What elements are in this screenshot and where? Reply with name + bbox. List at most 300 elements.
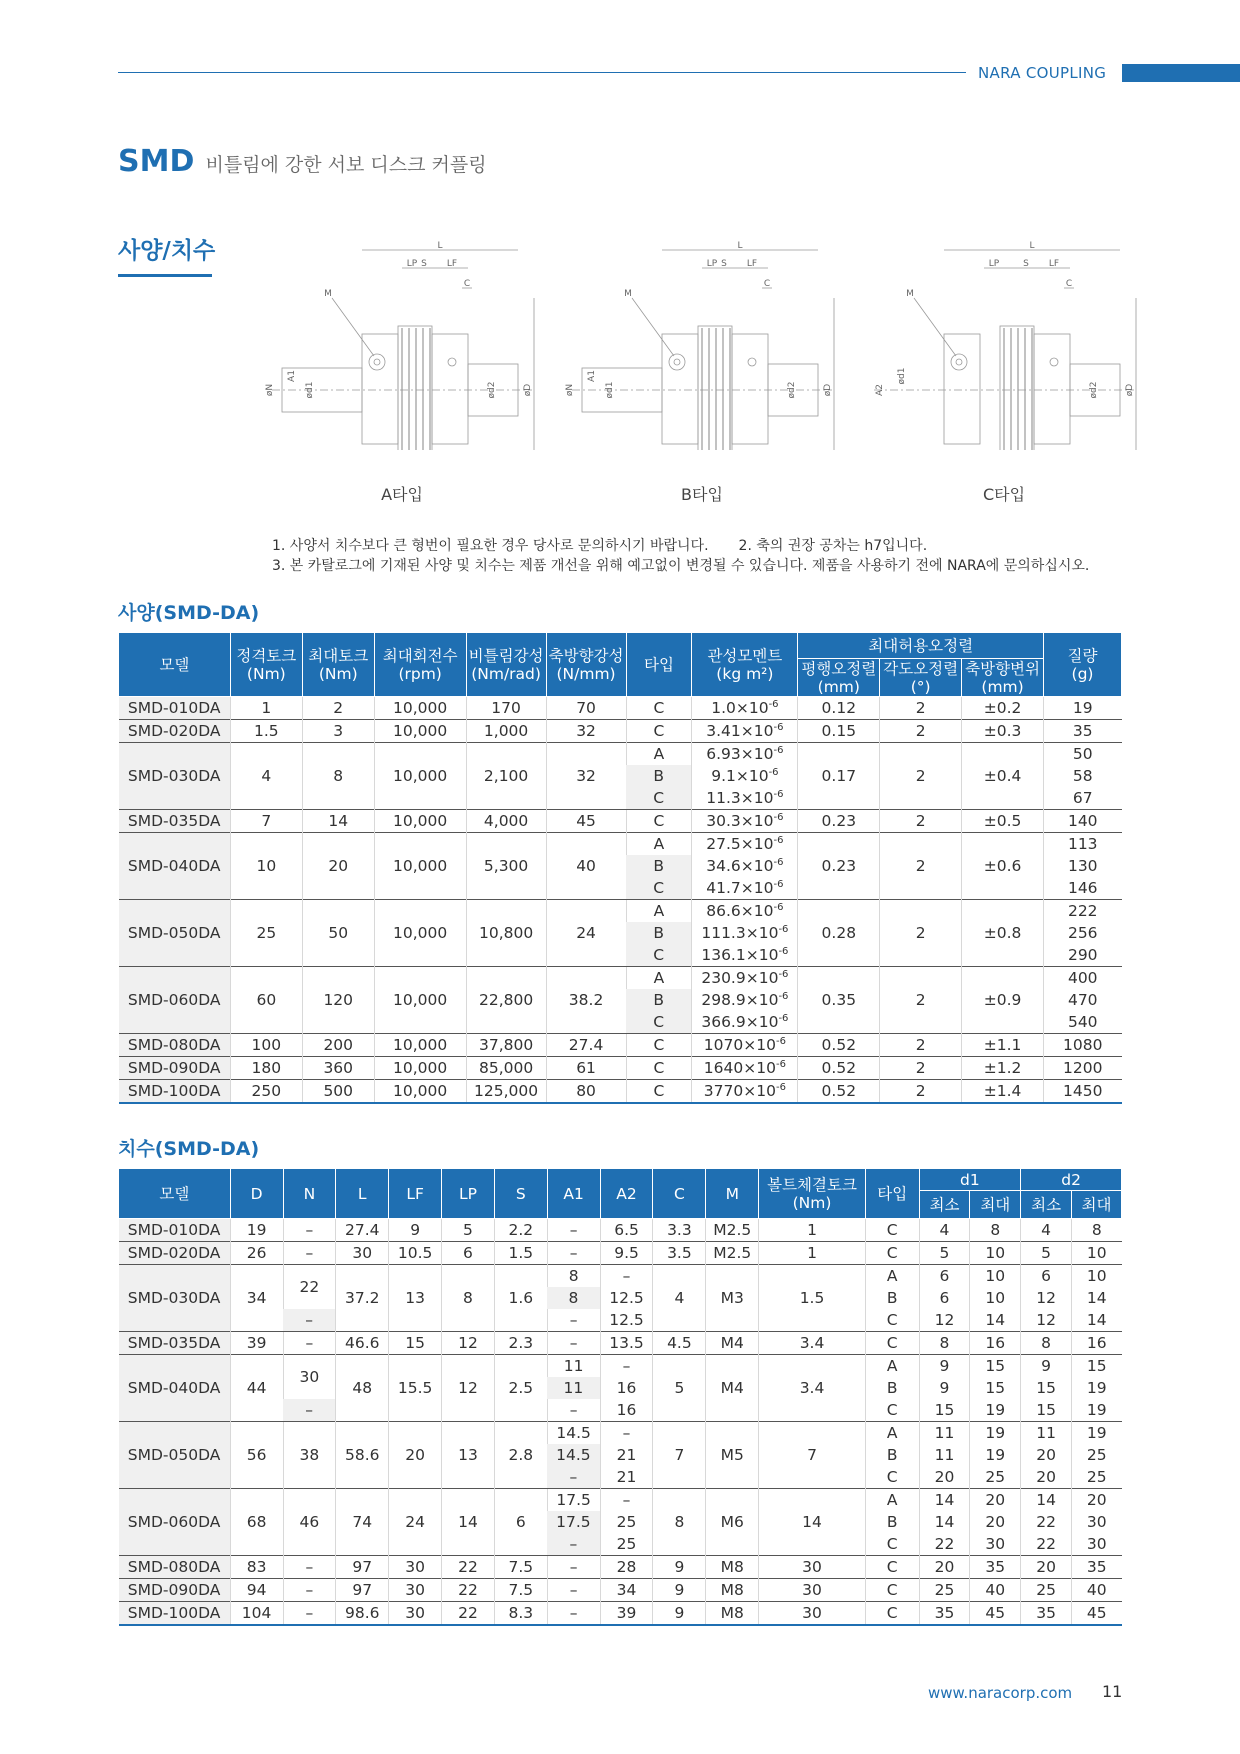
cell-axial-displacement: ±1.4 xyxy=(962,1080,1044,1104)
cell-bolt-torque: 1 xyxy=(759,1219,866,1242)
cell-model: SMD-050DA xyxy=(119,900,231,967)
cell-mass: 470 xyxy=(1044,989,1122,1011)
cell-type: B xyxy=(626,765,692,787)
page-number: 11 xyxy=(1102,1682,1123,1701)
cell-model: SMD-080DA xyxy=(119,1556,231,1579)
cell-C: 4.5 xyxy=(653,1332,706,1355)
spec-header-max-torque: 최대토크 (Nm) xyxy=(302,633,374,697)
dims-header-d1: d1 xyxy=(919,1169,1021,1191)
cell-model: SMD-060DA xyxy=(119,1489,231,1556)
cell-D: 26 xyxy=(230,1242,283,1265)
cell-mass: 67 xyxy=(1044,787,1122,810)
cell-mass: 1080 xyxy=(1044,1034,1122,1057)
cell-LP: 22 xyxy=(442,1556,495,1579)
cell-A2: 25 xyxy=(600,1533,653,1556)
cell-mass: 146 xyxy=(1044,877,1122,900)
cell-A2: – xyxy=(600,1265,653,1288)
dims-header-M: M xyxy=(706,1169,759,1219)
cell-d1-min: 25 xyxy=(919,1579,970,1602)
cell-model: SMD-035DA xyxy=(119,1332,231,1355)
cell-A2: – xyxy=(600,1355,653,1378)
cell-d2-min: 22 xyxy=(1021,1533,1072,1556)
cell-inertia: $298.9\times 10^{-6}$ xyxy=(692,989,798,1011)
cell-d1-min: 15 xyxy=(919,1399,970,1422)
cell-model: SMD-050DA xyxy=(119,1422,231,1489)
cell-max-speed: 10,000 xyxy=(374,1034,466,1057)
cell-M: M4 xyxy=(706,1355,759,1422)
dims-header-d2-min: 최소 xyxy=(1021,1191,1072,1219)
dim-M: M xyxy=(324,289,332,299)
cell-d1-max: 10 xyxy=(970,1242,1021,1265)
cell-torsional-stiffness: 37,800 xyxy=(466,1034,546,1057)
cell-d1-max: 40 xyxy=(970,1579,1021,1602)
dims-row xyxy=(119,1265,1122,1288)
cell-rated-torque: 4 xyxy=(230,743,302,810)
cell-model: SMD-100DA xyxy=(119,1080,231,1104)
footer-url[interactable]: www.naracorp.com xyxy=(928,1684,1073,1702)
cell-A1: 17.5 xyxy=(547,1511,600,1533)
dims-header-LF: LF xyxy=(389,1169,442,1219)
drawing-A타입 xyxy=(262,238,542,450)
dim-d1: ød1 xyxy=(305,381,315,399)
cell-axial-displacement: ±0.2 xyxy=(962,697,1044,720)
cell-axial-displacement: ±1.1 xyxy=(962,1034,1044,1057)
cell-type: C xyxy=(626,944,692,967)
cell-bolt-torque: 30 xyxy=(759,1602,866,1626)
cell-d1-min: 20 xyxy=(919,1466,970,1489)
cell-rated-torque: 7 xyxy=(230,810,302,833)
dims-row xyxy=(119,1355,1122,1378)
header-brand: NARA COUPLING xyxy=(978,64,1107,82)
cell-A1: – xyxy=(547,1579,600,1602)
cell-bolt-torque: 1 xyxy=(759,1242,866,1265)
cell-d2-min: 14 xyxy=(1021,1489,1072,1512)
cell-d1-min: 22 xyxy=(919,1533,970,1556)
cell-d2-min: 6 xyxy=(1021,1265,1072,1288)
dim-L: L xyxy=(1029,241,1035,251)
cell-N: – xyxy=(283,1579,336,1602)
dim-LF: LF xyxy=(1048,259,1060,269)
cell-M: M8 xyxy=(706,1579,759,1602)
dims-row xyxy=(119,1556,1122,1579)
dims-row xyxy=(119,1489,1122,1512)
cell-S: 1.6 xyxy=(494,1265,547,1332)
cell-inertia: $136.1\times 10^{-6}$ xyxy=(692,944,798,967)
cell-inertia: $9.1\times 10^{-6}$ xyxy=(692,765,798,787)
cell-angular: 2 xyxy=(880,1057,962,1080)
cell-A2: 6.5 xyxy=(600,1219,653,1242)
dim-d2: ød2 xyxy=(1089,381,1099,399)
cell-model: SMD-040DA xyxy=(119,833,231,900)
cell-M: M8 xyxy=(706,1602,759,1626)
title-subtitle: 비틀림에 강한 서보 디스크 커플링 xyxy=(205,154,487,176)
dims-header-d1-min: 최소 xyxy=(919,1191,970,1219)
cell-max-speed: 10,000 xyxy=(374,810,466,833)
cell-inertia: $111.3\times 10^{-6}$ xyxy=(692,922,798,944)
dims-row xyxy=(119,1219,1122,1242)
cell-d2-max: 8 xyxy=(1072,1219,1122,1242)
cell-LP: 12 xyxy=(442,1355,495,1422)
dim-C: C xyxy=(463,279,471,289)
cell-A1: – xyxy=(547,1466,600,1489)
cell-torsional-stiffness: 1,000 xyxy=(466,720,546,743)
spec-header-misalignment: 최대허용오정렬 xyxy=(798,633,1044,659)
cell-D: 94 xyxy=(230,1579,283,1602)
cell-angular: 2 xyxy=(880,720,962,743)
cell-A1: – xyxy=(547,1332,600,1355)
cell-d1-max: 15 xyxy=(970,1377,1021,1399)
cell-d2-max: 25 xyxy=(1072,1466,1122,1489)
cell-d1-min: 11 xyxy=(919,1444,970,1466)
cell-LF: 13 xyxy=(389,1265,442,1332)
drawing-C타입 xyxy=(864,238,1144,450)
cell-max-torque: 8 xyxy=(302,743,374,810)
cell-d1-min: 14 xyxy=(919,1489,970,1512)
cell-LF: 15 xyxy=(389,1332,442,1355)
cell-N: – xyxy=(283,1556,336,1579)
cell-model: SMD-035DA xyxy=(119,810,231,833)
dim-LF: LF xyxy=(746,259,758,269)
cell-LP: 12 xyxy=(442,1332,495,1355)
spec-row xyxy=(119,810,1122,833)
cell-d2-min: 20 xyxy=(1021,1444,1072,1466)
dim-C: C xyxy=(1065,279,1073,289)
cell-type: C xyxy=(865,1579,919,1602)
cell-type: B xyxy=(865,1511,919,1533)
cell-max-torque: 500 xyxy=(302,1080,374,1104)
cell-S: 7.5 xyxy=(494,1579,547,1602)
dim-M: M xyxy=(624,289,632,299)
cell-max-torque: 20 xyxy=(302,833,374,900)
dim-LF: LF xyxy=(446,259,458,269)
spec-table xyxy=(118,632,1122,1104)
cell-mass: 35 xyxy=(1044,720,1122,743)
cell-rated-torque: 60 xyxy=(230,967,302,1034)
cell-M: M5 xyxy=(706,1422,759,1489)
cell-A1: 14.5 xyxy=(547,1422,600,1445)
cell-LF: 15.5 xyxy=(389,1355,442,1422)
cell-type: A xyxy=(865,1422,919,1445)
cell-d2-min: 20 xyxy=(1021,1556,1072,1579)
spec-header-type: 타입 xyxy=(626,633,692,697)
dim-d2: ød2 xyxy=(487,381,497,399)
spec-row xyxy=(119,833,1122,856)
cell-model: SMD-060DA xyxy=(119,967,231,1034)
dim-LP: LP xyxy=(406,259,418,269)
cell-type: C xyxy=(865,1602,919,1626)
dim-S: S xyxy=(421,259,427,269)
cell-torsional-stiffness: 10,800 xyxy=(466,900,546,967)
cell-type: C xyxy=(626,1057,692,1080)
cell-torsional-stiffness: 125,000 xyxy=(466,1080,546,1104)
dims-header-D: D xyxy=(230,1169,283,1219)
dim-d1: ød1 xyxy=(605,381,615,399)
cell-M: M8 xyxy=(706,1556,759,1579)
cell-angular: 2 xyxy=(880,1080,962,1104)
cell-rated-torque: 250 xyxy=(230,1080,302,1104)
cell-parallel: 0.52 xyxy=(798,1080,880,1104)
drawing-label: C타입 xyxy=(982,485,1026,504)
cell-max-torque: 120 xyxy=(302,967,374,1034)
cell-A2: 16 xyxy=(600,1399,653,1422)
dims-row xyxy=(119,1579,1122,1602)
cell-inertia: $230.9\times 10^{-6}$ xyxy=(692,967,798,990)
cell-LP: 13 xyxy=(442,1422,495,1489)
cell-d1-max: 45 xyxy=(970,1602,1021,1626)
cell-d2-min: 5 xyxy=(1021,1242,1072,1265)
cell-L: 37.2 xyxy=(336,1265,389,1332)
cell-d1-min: 12 xyxy=(919,1309,970,1332)
dim-S: S xyxy=(721,259,727,269)
cell-A2: 21 xyxy=(600,1466,653,1489)
spec-header-rated-torque: 정격토크 (Nm) xyxy=(230,633,302,697)
cell-N: – xyxy=(283,1399,336,1422)
cell-S: 2.5 xyxy=(494,1355,547,1422)
cell-d1-max: 25 xyxy=(970,1466,1021,1489)
cell-A1: – xyxy=(547,1533,600,1556)
dim-D: øD xyxy=(823,383,833,397)
section-title-drawings: 사양/치수 xyxy=(118,238,216,264)
cell-rated-torque: 1.5 xyxy=(230,720,302,743)
cell-LF: 30 xyxy=(389,1602,442,1626)
cell-d1-min: 8 xyxy=(919,1332,970,1355)
spec-row xyxy=(119,900,1122,923)
section-underline xyxy=(118,274,212,277)
spec-header-parallel: 평행오정렬 (mm) xyxy=(798,659,880,697)
spec-header-axial-displacement: 축방향변위 (mm) xyxy=(962,659,1044,697)
cell-rated-torque: 25 xyxy=(230,900,302,967)
cell-A1: 14.5 xyxy=(547,1444,600,1466)
cell-bolt-torque: 3.4 xyxy=(759,1332,866,1355)
cell-d2-min: 8 xyxy=(1021,1332,1072,1355)
cell-axial-stiffness: 32 xyxy=(546,720,626,743)
cell-mass: 400 xyxy=(1044,967,1122,990)
cell-C: 3.3 xyxy=(653,1219,706,1242)
cell-L: 58.6 xyxy=(336,1422,389,1489)
cell-D: 104 xyxy=(230,1602,283,1626)
cell-A2: 21 xyxy=(600,1444,653,1466)
cell-parallel: 0.12 xyxy=(798,697,880,720)
dim-C: C xyxy=(763,279,771,289)
cell-bolt-torque: 7 xyxy=(759,1422,866,1489)
cell-S: 2.3 xyxy=(494,1332,547,1355)
cell-LF: 24 xyxy=(389,1489,442,1556)
cell-d2-max: 35 xyxy=(1072,1556,1122,1579)
dim-A: A1 xyxy=(587,370,597,382)
drawing-B타입 xyxy=(562,238,842,450)
cell-axial-stiffness: 24 xyxy=(546,900,626,967)
cell-d2-max: 30 xyxy=(1072,1511,1122,1533)
cell-D: 19 xyxy=(230,1219,283,1242)
cell-C: 4 xyxy=(653,1265,706,1332)
cell-type: B xyxy=(865,1444,919,1466)
cell-d2-min: 15 xyxy=(1021,1399,1072,1422)
cell-A2: 16 xyxy=(600,1377,653,1399)
cell-S: 2.2 xyxy=(494,1219,547,1242)
cell-C: 7 xyxy=(653,1422,706,1489)
cell-D: 83 xyxy=(230,1556,283,1579)
cell-mass: 1200 xyxy=(1044,1057,1122,1080)
dim-L: L xyxy=(437,241,443,251)
cell-LP: 8 xyxy=(442,1265,495,1332)
cell-inertia: $1.0\times 10^{-6}$ xyxy=(692,697,798,720)
cell-M: M2.5 xyxy=(706,1242,759,1265)
dim-N: A2 xyxy=(875,384,885,396)
cell-type: A xyxy=(626,743,692,766)
cell-rated-torque: 180 xyxy=(230,1057,302,1080)
cell-d2-min: 22 xyxy=(1021,1511,1072,1533)
cell-A2: 12.5 xyxy=(600,1287,653,1309)
cell-d1-max: 30 xyxy=(970,1533,1021,1556)
cell-d1-min: 6 xyxy=(919,1287,970,1309)
cell-d1-min: 4 xyxy=(919,1219,970,1242)
cell-mass: 256 xyxy=(1044,922,1122,944)
cell-max-torque: 360 xyxy=(302,1057,374,1080)
cell-A1: – xyxy=(547,1556,600,1579)
cell-M: M3 xyxy=(706,1265,759,1332)
cell-model: SMD-090DA xyxy=(119,1057,231,1080)
dims-header-d2-max: 최대 xyxy=(1072,1191,1122,1219)
cell-type: A xyxy=(865,1265,919,1288)
cell-A2: – xyxy=(600,1489,653,1512)
cell-mass: 540 xyxy=(1044,1011,1122,1034)
cell-d2-min: 4 xyxy=(1021,1219,1072,1242)
cell-A1: 11 xyxy=(547,1355,600,1378)
spec-row xyxy=(119,743,1122,766)
dims-header-LP: LP xyxy=(442,1169,495,1219)
cell-inertia: $3.41\times 10^{-6}$ xyxy=(692,720,798,743)
cell-mass: 19 xyxy=(1044,697,1122,720)
cell-model: SMD-010DA xyxy=(119,1219,231,1242)
cell-max-speed: 10,000 xyxy=(374,833,466,900)
cell-bolt-torque: 1.5 xyxy=(759,1265,866,1332)
cell-model: SMD-020DA xyxy=(119,1242,231,1265)
cell-mass: 58 xyxy=(1044,765,1122,787)
cell-d1-max: 10 xyxy=(970,1287,1021,1309)
cell-max-torque: 14 xyxy=(302,810,374,833)
cell-torsional-stiffness: 22,800 xyxy=(466,967,546,1034)
cell-type: C xyxy=(865,1466,919,1489)
cell-C: 9 xyxy=(653,1602,706,1626)
spec-row xyxy=(119,697,1122,720)
cell-type: C xyxy=(626,720,692,743)
cell-max-speed: 10,000 xyxy=(374,1080,466,1104)
cell-d1-min: 9 xyxy=(919,1377,970,1399)
cell-axial-displacement: ±0.9 xyxy=(962,967,1044,1034)
title-model: SMD xyxy=(118,144,195,179)
cell-max-speed: 10,000 xyxy=(374,1057,466,1080)
dims-header-A2: A2 xyxy=(600,1169,653,1219)
cell-N: – xyxy=(283,1602,336,1626)
cell-rated-torque: 1 xyxy=(230,697,302,720)
cell-type: A xyxy=(865,1489,919,1512)
dim-d2: ød2 xyxy=(787,381,797,399)
cell-N: – xyxy=(283,1332,336,1355)
cell-d2-min: 35 xyxy=(1021,1602,1072,1626)
cell-L: 74 xyxy=(336,1489,389,1556)
cell-d1-min: 5 xyxy=(919,1242,970,1265)
cell-d2-min: 12 xyxy=(1021,1287,1072,1309)
cell-inertia: $1640\times 10^{-6}$ xyxy=(692,1057,798,1080)
cell-bolt-torque: 30 xyxy=(759,1556,866,1579)
cell-S: 8.3 xyxy=(494,1602,547,1626)
notes xyxy=(272,536,1089,576)
cell-d2-max: 10 xyxy=(1072,1265,1122,1288)
spec-header-angular: 각도오정렬 (°) xyxy=(880,659,962,697)
cell-model: SMD-020DA xyxy=(119,720,231,743)
dims-header-d2: d2 xyxy=(1021,1169,1122,1191)
header-accent-bar xyxy=(1122,64,1240,82)
cell-N: 46 xyxy=(283,1489,336,1556)
cell-M: M4 xyxy=(706,1332,759,1355)
cell-type: C xyxy=(865,1533,919,1556)
cell-N: – xyxy=(283,1219,336,1242)
cell-S: 1.5 xyxy=(494,1242,547,1265)
cell-D: 44 xyxy=(230,1355,283,1422)
cell-L: 27.4 xyxy=(336,1219,389,1242)
cell-parallel: 0.35 xyxy=(798,967,880,1034)
cell-D: 34 xyxy=(230,1265,283,1332)
cell-type: B xyxy=(626,989,692,1011)
cell-LP: 22 xyxy=(442,1579,495,1602)
dims-row xyxy=(119,1602,1122,1626)
cell-d2-max: 45 xyxy=(1072,1602,1122,1626)
cell-d2-max: 30 xyxy=(1072,1533,1122,1556)
cell-type: B xyxy=(865,1287,919,1309)
cell-bolt-torque: 14 xyxy=(759,1489,866,1556)
cell-axial-stiffness: 45 xyxy=(546,810,626,833)
cell-type: C xyxy=(626,810,692,833)
dims-header-A1: A1 xyxy=(547,1169,600,1219)
cell-LF: 9 xyxy=(389,1219,442,1242)
cell-angular: 2 xyxy=(880,967,962,1034)
section-title-dims: 치수(SMD-DA) xyxy=(118,1138,260,1160)
cell-mass: 290 xyxy=(1044,944,1122,967)
spec-row xyxy=(119,1034,1122,1057)
cell-d1-max: 19 xyxy=(970,1444,1021,1466)
cell-LF: 10.5 xyxy=(389,1242,442,1265)
cell-parallel: 0.15 xyxy=(798,720,880,743)
cell-axial-stiffness: 61 xyxy=(546,1057,626,1080)
cell-N: 22 xyxy=(283,1265,336,1310)
dims-header-N: N xyxy=(283,1169,336,1219)
cell-type: C xyxy=(865,1219,919,1242)
cell-mass: 130 xyxy=(1044,855,1122,877)
cell-model: SMD-080DA xyxy=(119,1034,231,1057)
cell-type: A xyxy=(626,833,692,856)
cell-d2-max: 10 xyxy=(1072,1242,1122,1265)
cell-LF: 30 xyxy=(389,1579,442,1602)
cell-max-speed: 10,000 xyxy=(374,743,466,810)
cell-axial-stiffness: 40 xyxy=(546,833,626,900)
cell-S: 6 xyxy=(494,1489,547,1556)
cell-torsional-stiffness: 2,100 xyxy=(466,743,546,810)
cell-S: 2.8 xyxy=(494,1422,547,1489)
dims-header-L: L xyxy=(336,1169,389,1219)
cell-model: SMD-090DA xyxy=(119,1579,231,1602)
cell-d2-max: 19 xyxy=(1072,1422,1122,1445)
cell-parallel: 0.28 xyxy=(798,900,880,967)
cell-L: 46.6 xyxy=(336,1332,389,1355)
cell-d1-max: 8 xyxy=(970,1219,1021,1242)
cell-type: B xyxy=(865,1377,919,1399)
cell-d1-min: 14 xyxy=(919,1511,970,1533)
cell-bolt-torque: 30 xyxy=(759,1579,866,1602)
cell-d2-min: 9 xyxy=(1021,1355,1072,1378)
cell-C: 5 xyxy=(653,1355,706,1422)
cell-C: 3.5 xyxy=(653,1242,706,1265)
cell-type: C xyxy=(865,1399,919,1422)
